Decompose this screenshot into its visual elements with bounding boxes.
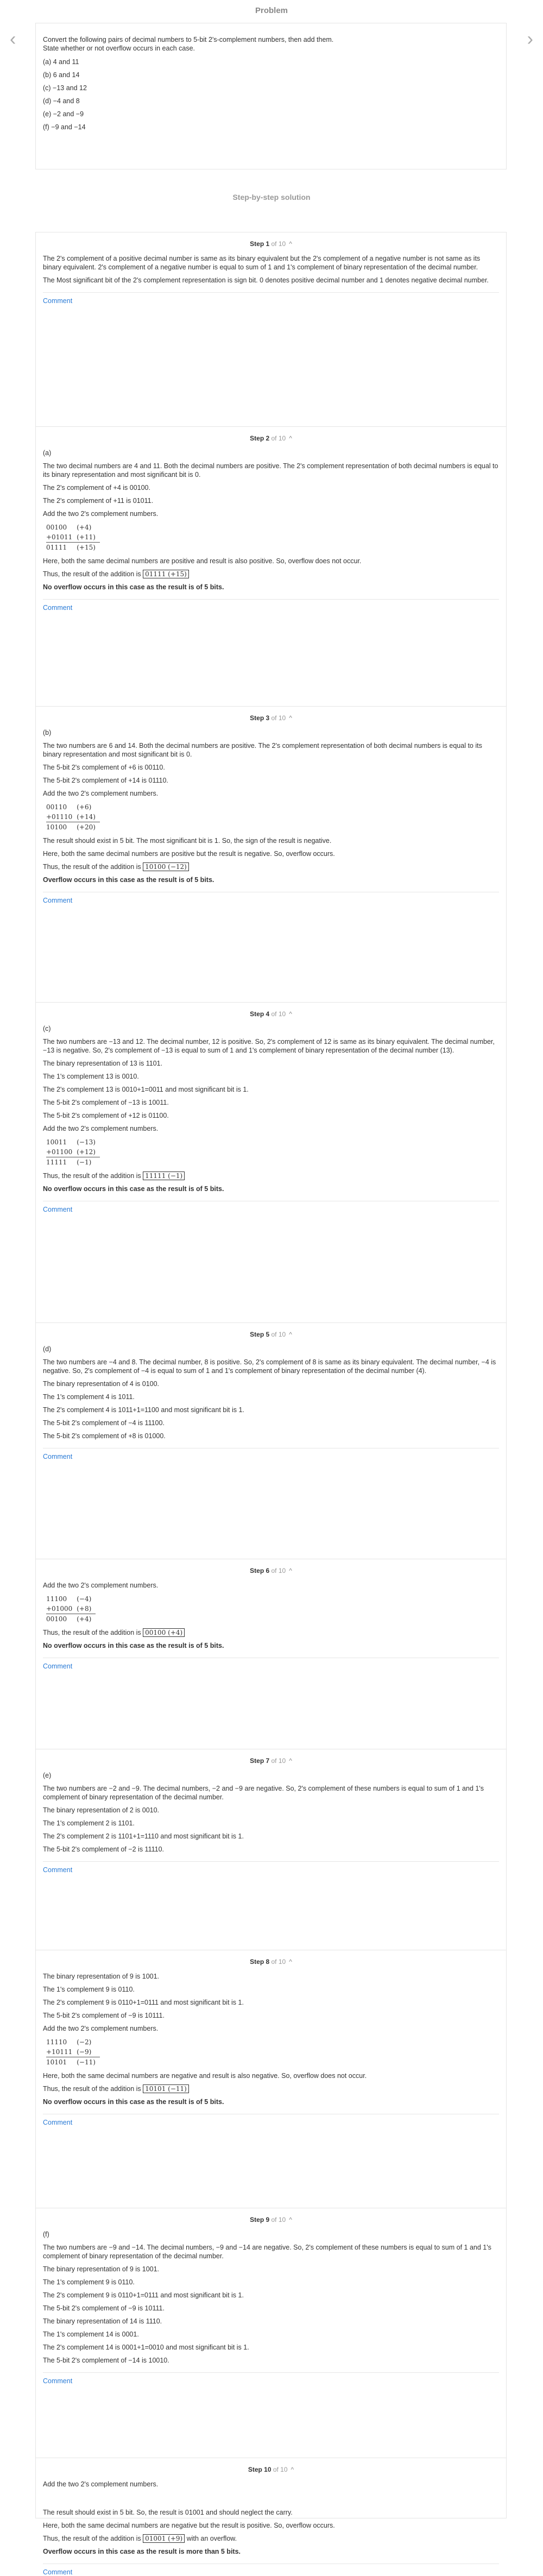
step-text: Add the two 2's complement numbers. bbox=[43, 1582, 159, 1589]
step-text: The 1's complement 14 is 0001. bbox=[43, 2331, 139, 2338]
problem-question: Convert the following pairs of decimal numbers to 5-bit 2's-complement numbers, then add them. State whether or not overflow occurs in each case. bbox=[43, 36, 334, 52]
decimal-value: (+8) bbox=[77, 1605, 92, 1613]
step-text: The binary representation of 2 is 0010. bbox=[43, 1806, 160, 1814]
binary-value: +10111 bbox=[46, 2048, 73, 2056]
comment-link[interactable]: Comment bbox=[43, 2568, 73, 2576]
problem-part: (a) 4 and 11 bbox=[43, 58, 79, 66]
decimal-value: (+20) bbox=[77, 822, 100, 833]
step-text: The binary representation of 14 is 1110. bbox=[43, 2317, 162, 2325]
decimal-value: (+15) bbox=[77, 543, 100, 553]
step-label: Step 10 bbox=[248, 2466, 272, 2473]
binary-value: +01011 bbox=[46, 533, 73, 541]
step-label: Step 7 bbox=[250, 1757, 270, 1765]
step-text: The 5-bit 2's complement of −13 is 10011. bbox=[43, 1099, 169, 1106]
step-text: The 2's complement of +4 is 00100. bbox=[43, 484, 150, 492]
comment-link[interactable]: Comment bbox=[43, 1206, 73, 1213]
step-text: The binary representation of 13 is 1101. bbox=[43, 1060, 163, 1067]
decimal-value: (+4) bbox=[77, 524, 92, 531]
step-conclusion: No overflow occurs in this case as the result is of 5 bits. bbox=[43, 2098, 224, 2106]
step-conclusion: No overflow occurs in this case as the result is of 5 bits. bbox=[43, 583, 224, 591]
step-conclusion: No overflow occurs in this case as the result is of 5 bits. bbox=[43, 1185, 224, 1193]
step-text: The two numbers are −4 and 8. The decimal number, 8 is positive. So, 2's complement of 8 is same as its binary equivalent. The decimal number, −4 is negative. So, 2's complement of −4 is equal to sum of 1 and 1's complement of binary representation of the decimal number (4). bbox=[43, 1358, 496, 1375]
step-text: (f) bbox=[43, 2231, 49, 2238]
step-count: of 10 bbox=[271, 434, 286, 442]
step-text: The 2's complement 4 is 1011+1=1100 and most significant bit is 1. bbox=[43, 1406, 244, 1414]
step-header[interactable] bbox=[43, 2208, 499, 2230]
step-text: The two numbers are −2 and −9. The decimal numbers, −2 and −9 are negative. So, 2's complement of these numbers is equal to sum of 1 and 1's complement of binary representation of the decimal number. bbox=[43, 1785, 484, 1801]
addition-row bbox=[46, 802, 100, 812]
addition-table bbox=[46, 2037, 100, 2067]
step-text: The 2's complement 14 is 0001+1=0010 and most significant bit is 1. bbox=[43, 2344, 249, 2351]
addition-row bbox=[46, 1604, 96, 1614]
chevron-up-icon[interactable]: ^ bbox=[289, 1567, 292, 1574]
step-text: Add the two 2's complement numbers. bbox=[43, 790, 159, 797]
step-text: The Most significant bit of the 2's complement representation is sign bit. 0 denotes positive decimal number and 1 denotes negative decimal number. bbox=[43, 276, 489, 284]
solution-title: Step-by-step solution bbox=[232, 193, 311, 201]
addition-row bbox=[46, 1137, 100, 1147]
step-text: The two numbers are 6 and 14. Both the decimal numbers are positive. The 2's complement representation of both decimal numbers is equal to its binary representation and most significant bit is 0. bbox=[43, 742, 482, 758]
step-text: Here, both the same decimal numbers are positive and result is also positive. So, overflow does not occur. bbox=[43, 557, 362, 565]
decimal-value: (+4) bbox=[77, 1614, 96, 1624]
binary-value: 10100 bbox=[46, 822, 77, 833]
addition-row bbox=[46, 532, 100, 543]
chevron-up-icon[interactable]: ^ bbox=[289, 1331, 292, 1338]
binary-value: 11100 bbox=[46, 1595, 67, 1603]
chevron-up-icon[interactable]: ^ bbox=[289, 240, 292, 248]
result-suffix: with an overflow. bbox=[186, 2535, 237, 2542]
step-text: The two decimal numbers are 4 and 11. Both the decimal numbers are positive. The 2's complement representation of both decimal numbers is equal to its binary representation and most significant bit is 0. bbox=[43, 462, 498, 478]
step-count: of 10 bbox=[273, 2466, 288, 2473]
addition-row bbox=[46, 2047, 100, 2057]
step-count: of 10 bbox=[271, 1567, 286, 1574]
result-box: 10100 (−12) bbox=[143, 862, 189, 871]
step-text: The 1's complement 4 is 1011. bbox=[43, 1393, 135, 1401]
step-label: Step 6 bbox=[250, 1567, 270, 1574]
step-card bbox=[35, 2458, 507, 2576]
result-box: 01111 (+15) bbox=[143, 570, 189, 578]
step-text: (b) bbox=[43, 729, 52, 736]
decimal-value: (−2) bbox=[77, 2038, 92, 2046]
addition-row bbox=[46, 822, 100, 833]
chevron-up-icon[interactable]: ^ bbox=[289, 1010, 292, 1018]
binary-value: 11111 bbox=[46, 1157, 77, 1168]
step-text: Add the two 2's complement numbers. bbox=[43, 2025, 159, 2032]
step-count: of 10 bbox=[271, 714, 286, 722]
divider bbox=[43, 2372, 499, 2373]
step-text: The 5-bit 2's complement of +12 is 01100. bbox=[43, 1112, 169, 1119]
step-card bbox=[35, 1002, 507, 1322]
problem-part: (d) −4 and 8 bbox=[43, 97, 80, 105]
step-text: Add the two 2's complement numbers. bbox=[43, 2480, 159, 2488]
addition-row bbox=[46, 2037, 100, 2047]
step-header[interactable] bbox=[43, 1323, 499, 1345]
comment-link[interactable]: Comment bbox=[43, 297, 73, 305]
problem-part: (e) −2 and −9 bbox=[43, 110, 84, 118]
step-text: The 5-bit 2's complement of −9 is 10111. bbox=[43, 2304, 165, 2312]
result-box: 01001 (+9) bbox=[143, 2534, 185, 2543]
step-card bbox=[35, 1322, 507, 1559]
addition-row bbox=[46, 812, 100, 822]
result-line bbox=[43, 2084, 499, 2093]
decimal-value: (+6) bbox=[77, 803, 92, 811]
result-text: Thus, the result of the addition is bbox=[43, 1629, 141, 1636]
step-text: The 1's complement 2 is 1101. bbox=[43, 1819, 135, 1827]
addition-row bbox=[46, 1594, 96, 1604]
divider bbox=[43, 1861, 499, 1862]
step-text: Add the two 2's complement numbers. bbox=[43, 1125, 159, 1132]
step-text: The 2's complement of a positive decimal number is same as its binary equivalent but the 2's complement of a negative number is not same as its binary equivalent. 2's complement of a negative number is equal to sum of 1 and 1's complement of binary representation of the decimal number. bbox=[43, 255, 481, 271]
addition-row bbox=[46, 1614, 96, 1624]
step-text: The 5-bit 2's complement of +8 is 01000. bbox=[43, 1432, 166, 1440]
chevron-up-icon[interactable]: ^ bbox=[289, 1958, 292, 1966]
chevron-up-icon[interactable]: ^ bbox=[291, 2466, 294, 2473]
binary-value: 01111 bbox=[46, 543, 77, 553]
comment-link[interactable]: Comment bbox=[43, 897, 73, 904]
step-text: The result should exist in 5 bit. The most significant bit is 1. So, the sign of the result is negative. bbox=[43, 837, 332, 845]
step-conclusion: Overflow occurs in this case as the result is more than 5 bits. bbox=[43, 2548, 241, 2555]
step-label: Step 5 bbox=[250, 1331, 270, 1338]
decimal-value: (+14) bbox=[77, 813, 96, 821]
step-text: The 5-bit 2's complement of +6 is 00110. bbox=[43, 764, 165, 771]
result-line bbox=[43, 1172, 499, 1180]
step-header[interactable] bbox=[43, 1559, 499, 1581]
step-text: The 2's complement of +11 is 01011. bbox=[43, 497, 154, 505]
step-label: Step 9 bbox=[250, 2216, 270, 2224]
step-text: The binary representation of 9 is 1001. bbox=[43, 1973, 160, 1980]
step-header[interactable] bbox=[43, 427, 499, 449]
addition-row bbox=[46, 522, 100, 532]
step-text: The 5-bit 2's complement of −9 is 10111. bbox=[43, 2012, 165, 2019]
chevron-up-icon[interactable]: ^ bbox=[289, 2216, 292, 2224]
step-header[interactable] bbox=[43, 1749, 499, 1771]
step-count: of 10 bbox=[271, 1757, 286, 1765]
step-header[interactable] bbox=[43, 1003, 499, 1024]
divider bbox=[43, 292, 499, 293]
step-text: The binary representation of 4 is 0100. bbox=[43, 1380, 160, 1388]
decimal-value: (+12) bbox=[77, 1148, 96, 1156]
next-arrow-icon[interactable]: › bbox=[527, 29, 533, 49]
step-label: Step 1 bbox=[250, 240, 270, 248]
addition-row bbox=[46, 1157, 100, 1168]
step-conclusion: No overflow occurs in this case as the result is of 5 bits. bbox=[43, 1642, 224, 1649]
step-count: of 10 bbox=[271, 1331, 286, 1338]
step-text: The 1's complement 9 is 0110. bbox=[43, 2278, 135, 2286]
step-header[interactable] bbox=[43, 707, 499, 728]
binary-value: 00100 bbox=[46, 524, 67, 531]
step-conclusion: Overflow occurs in this case as the result is of 5 bits. bbox=[43, 876, 214, 884]
page-header: Problem bbox=[255, 6, 288, 15]
spacer bbox=[43, 2493, 499, 2508]
binary-value: 10101 bbox=[46, 2057, 77, 2068]
step-count: of 10 bbox=[271, 2216, 286, 2224]
binary-value: 10011 bbox=[46, 1138, 67, 1146]
step-text: The 2's complement 9 is 0110+1=0111 and most significant bit is 1. bbox=[43, 1999, 244, 2006]
decimal-value: (−9) bbox=[77, 2048, 92, 2056]
decimal-value: (−1) bbox=[77, 1157, 100, 1168]
divider bbox=[43, 599, 499, 600]
addition-row bbox=[46, 2057, 100, 2068]
addition-row bbox=[46, 1147, 100, 1157]
problem-part: (c) −13 and 12 bbox=[43, 84, 87, 92]
chevron-up-icon[interactable]: ^ bbox=[289, 714, 292, 722]
step-card bbox=[35, 2208, 507, 2458]
result-text: Thus, the result of the addition is bbox=[43, 1172, 141, 1180]
binary-value: +01110 bbox=[46, 813, 73, 821]
decimal-value: (−13) bbox=[77, 1138, 96, 1146]
decimal-value: (−11) bbox=[77, 2057, 100, 2068]
step-text: The 2's complement 9 is 0110+1=0111 and most significant bit is 1. bbox=[43, 2291, 244, 2299]
step-text: The 1's complement 13 is 0010. bbox=[43, 1073, 139, 1080]
addition-table bbox=[46, 522, 100, 552]
decimal-value: (−4) bbox=[77, 1595, 92, 1603]
step-text: The 5-bit 2's complement of −14 is 10010. bbox=[43, 2357, 169, 2364]
comment-link[interactable]: Comment bbox=[43, 2377, 73, 2385]
step-card bbox=[35, 1749, 507, 1950]
binary-value: 00110 bbox=[46, 803, 67, 811]
step-text: The 5-bit 2's complement of −2 is 11110. bbox=[43, 1846, 164, 1853]
step-label: Step 3 bbox=[250, 714, 270, 722]
step-label: Step 2 bbox=[250, 434, 270, 442]
comment-link[interactable]: Comment bbox=[43, 1453, 73, 1460]
step-text: The two numbers are −13 and 12. The decimal number, 12 is positive. So, 2's complement of 12 is same as its binary equivalent. The decimal number, −13 is negative. So, 2's complement of −13 is equal to sum of 1 and 1's complement of binary representation of the decimal number (13). bbox=[43, 1038, 495, 1054]
binary-value: 11110 bbox=[46, 2038, 67, 2046]
previous-arrow-icon[interactable]: ‹ bbox=[10, 29, 16, 49]
addition-table bbox=[46, 1594, 96, 1624]
result-text: Thus, the result of the addition is bbox=[43, 2085, 141, 2093]
step-card bbox=[35, 232, 507, 426]
result-text: Thus, the result of the addition is bbox=[43, 2535, 141, 2542]
step-text: The 2's complement 13 is 0010+1=0011 and most significant bit is 1. bbox=[43, 1086, 249, 1093]
binary-value: +01000 bbox=[46, 1605, 73, 1613]
step-label: Step 8 bbox=[250, 1958, 270, 1966]
step-card bbox=[35, 1559, 507, 1749]
step-card bbox=[35, 706, 507, 1002]
result-line bbox=[43, 2534, 499, 2543]
step-header[interactable] bbox=[43, 2458, 499, 2480]
step-count: of 10 bbox=[271, 240, 286, 248]
step-header[interactable] bbox=[43, 232, 499, 254]
step-text: The binary representation of 9 is 1001. bbox=[43, 2265, 160, 2273]
step-label: Step 4 bbox=[250, 1010, 270, 1018]
problem-part: (f) −9 and −14 bbox=[43, 123, 86, 131]
result-line bbox=[43, 862, 499, 871]
step-header[interactable] bbox=[43, 1950, 499, 1972]
problem-card bbox=[35, 23, 507, 169]
addition-table bbox=[46, 1137, 100, 1167]
result-box: 10101 (−11) bbox=[143, 2084, 189, 2093]
binary-value: +01100 bbox=[46, 1148, 73, 1156]
step-text: (d) bbox=[43, 1345, 52, 1353]
result-line bbox=[43, 570, 499, 578]
addition-table bbox=[46, 802, 100, 832]
step-text: The result should exist in 5 bit. So, the result is 01001 and should neglect the carry. bbox=[43, 2509, 293, 2516]
result-line bbox=[43, 1628, 499, 1637]
problem-part: (b) 6 and 14 bbox=[43, 71, 80, 79]
binary-value: 00100 bbox=[46, 1614, 77, 1624]
step-count: of 10 bbox=[271, 1010, 286, 1018]
comment-link[interactable]: Comment bbox=[43, 604, 73, 612]
comment-link[interactable]: Comment bbox=[43, 1662, 73, 1670]
result-text: Thus, the result of the addition is bbox=[43, 570, 141, 578]
comment-link[interactable]: Comment bbox=[43, 2119, 73, 2126]
result-box: 00100 (+4) bbox=[143, 1628, 185, 1637]
step-text: The 2's complement 2 is 1101+1=1110 and most significant bit is 1. bbox=[43, 1832, 244, 1840]
step-text: Here, both the same decimal numbers are negative and result is also negative. So, overflow does not occur. bbox=[43, 2072, 367, 2080]
step-text: (e) bbox=[43, 1772, 52, 1779]
step-text: Here, both the same decimal numbers are negative but the result is positive. So, overflow occurs. bbox=[43, 2522, 335, 2529]
chevron-up-icon[interactable]: ^ bbox=[289, 434, 292, 442]
step-text: (a) bbox=[43, 449, 52, 457]
result-text: Thus, the result of the addition is bbox=[43, 863, 141, 871]
comment-link[interactable]: Comment bbox=[43, 1866, 73, 1874]
step-count: of 10 bbox=[271, 1958, 286, 1966]
chevron-up-icon[interactable]: ^ bbox=[289, 1757, 292, 1765]
step-text: Add the two 2's complement numbers. bbox=[43, 510, 159, 518]
step-text: The two numbers are −9 and −14. The decimal numbers, −9 and −14 are negative. So, 2's complement of these numbers is equal to sum of 1 and 1's complement of binary representation of the decimal number. bbox=[43, 2244, 491, 2260]
step-text: The 1's complement 9 is 0110. bbox=[43, 1986, 135, 1993]
decimal-value: (+11) bbox=[77, 533, 96, 541]
step-card bbox=[35, 426, 507, 706]
addition-row bbox=[46, 543, 100, 553]
step-card bbox=[35, 1950, 507, 2208]
step-text: The 5-bit 2's complement of +14 is 01110. bbox=[43, 777, 168, 784]
result-box: 11111 (−1) bbox=[143, 1172, 185, 1180]
step-text: The 5-bit 2's complement of −4 is 11100. bbox=[43, 1419, 165, 1427]
step-text: (c) bbox=[43, 1025, 51, 1032]
step-text: Here, both the same decimal numbers are positive but the result is negative. So, overflow occurs. bbox=[43, 850, 335, 858]
